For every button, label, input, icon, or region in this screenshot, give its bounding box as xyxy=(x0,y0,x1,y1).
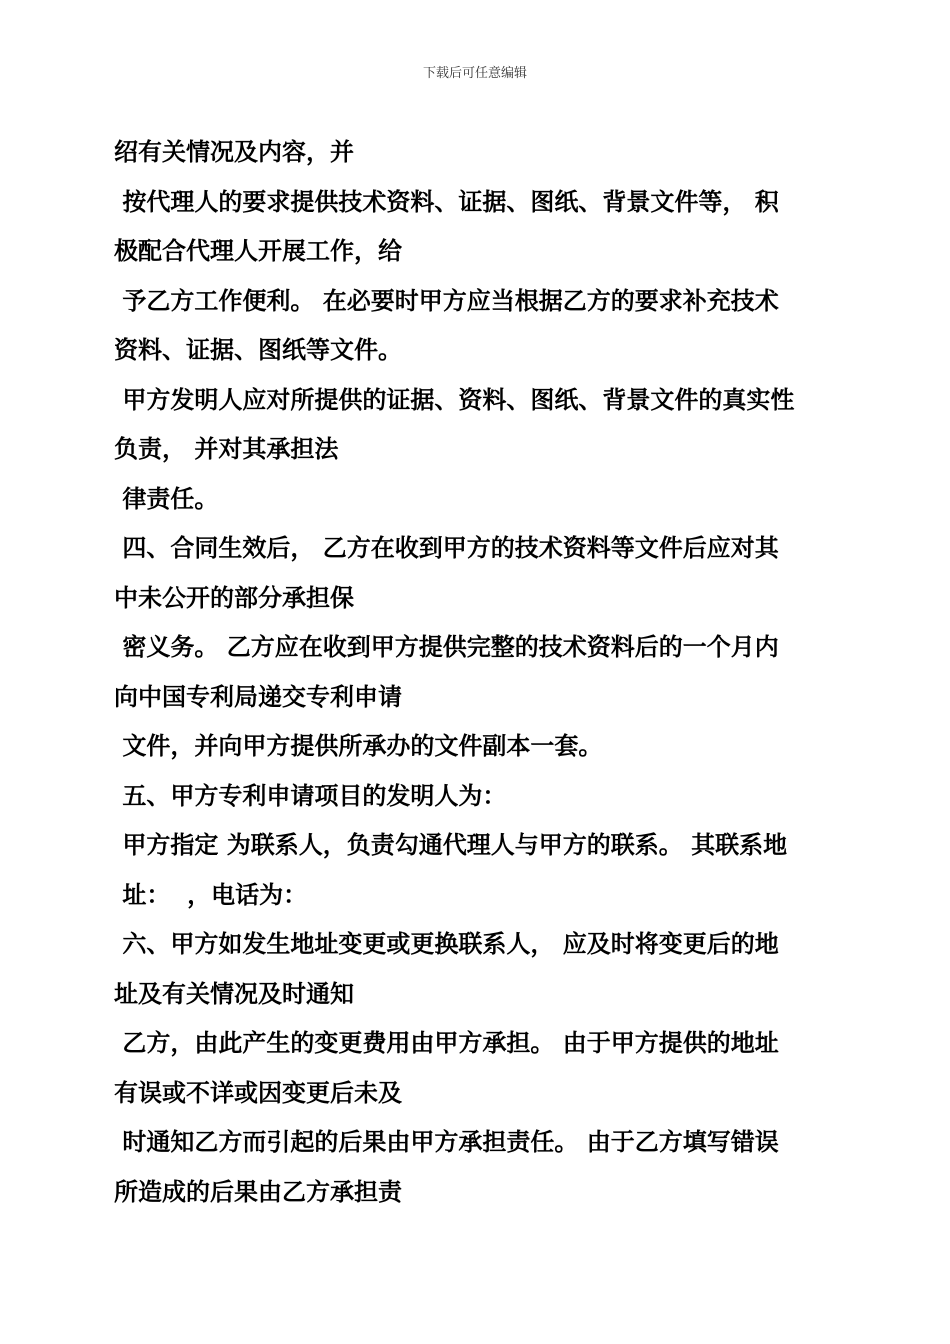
text-line: 绍有关情况及内容，并 xyxy=(114,138,354,166)
text-line: 甲方发明人应对所提供的证据、资料、图纸、背景文件的真实性 xyxy=(114,385,795,414)
text-line: 时通知乙方而引起的后果由甲方承担责任。 由于乙方填写错误 xyxy=(114,1128,779,1156)
text-line: 密义务。 乙方应在收到甲方提供完整的技术资料后的一个月内 xyxy=(114,633,779,661)
text-line: 中未公开的部分承担保 xyxy=(114,583,354,612)
text-line: 甲方指定 为联系人，负责勾通代理人与甲方的联系。 其联系地 xyxy=(114,831,788,859)
text-line: 按代理人的要求提供技术资料、证据、图纸、背景文件等， 积 xyxy=(114,187,779,216)
text-line: 有误或不详或因变更后未及 xyxy=(114,1078,402,1107)
page-header: 下载后可任意编辑 xyxy=(422,66,527,81)
text-line: 资料、证据、图纸等文件。 xyxy=(114,336,402,364)
text-line: 址： ，电话为： xyxy=(114,880,308,909)
text-line: 址及有关情况及时通知 xyxy=(114,979,354,1008)
text-line: 乙方，由此产生的变更费用由甲方承担。 由于甲方提供的地址 xyxy=(114,1029,779,1057)
text-line: 六、甲方如发生地址变更或更换联系人， 应及时将变更后的地 xyxy=(114,930,779,958)
text-line: 律责任。 xyxy=(114,484,219,513)
text-line: 极配合代理人开展工作，给 xyxy=(114,237,402,265)
text-line: 四、合同生效后， 乙方在收到甲方的技术资料等文件后应对其 xyxy=(114,534,779,562)
text-line: 向中国专利局递交专利申请 xyxy=(114,682,402,711)
text-line: 五、甲方专利申请项目的发明人为： xyxy=(114,781,507,810)
text-line: 所造成的后果由乙方承担责 xyxy=(114,1177,402,1206)
text-line: 负责， 并对其承担法 xyxy=(114,435,339,463)
text-line: 文件，并向甲方提供所承办的文件副本一套。 xyxy=(114,732,603,760)
document-body xyxy=(114,128,844,1217)
text-line: 予乙方工作便利。 在必要时甲方应当根据乙方的要求补充技术 xyxy=(114,286,779,315)
